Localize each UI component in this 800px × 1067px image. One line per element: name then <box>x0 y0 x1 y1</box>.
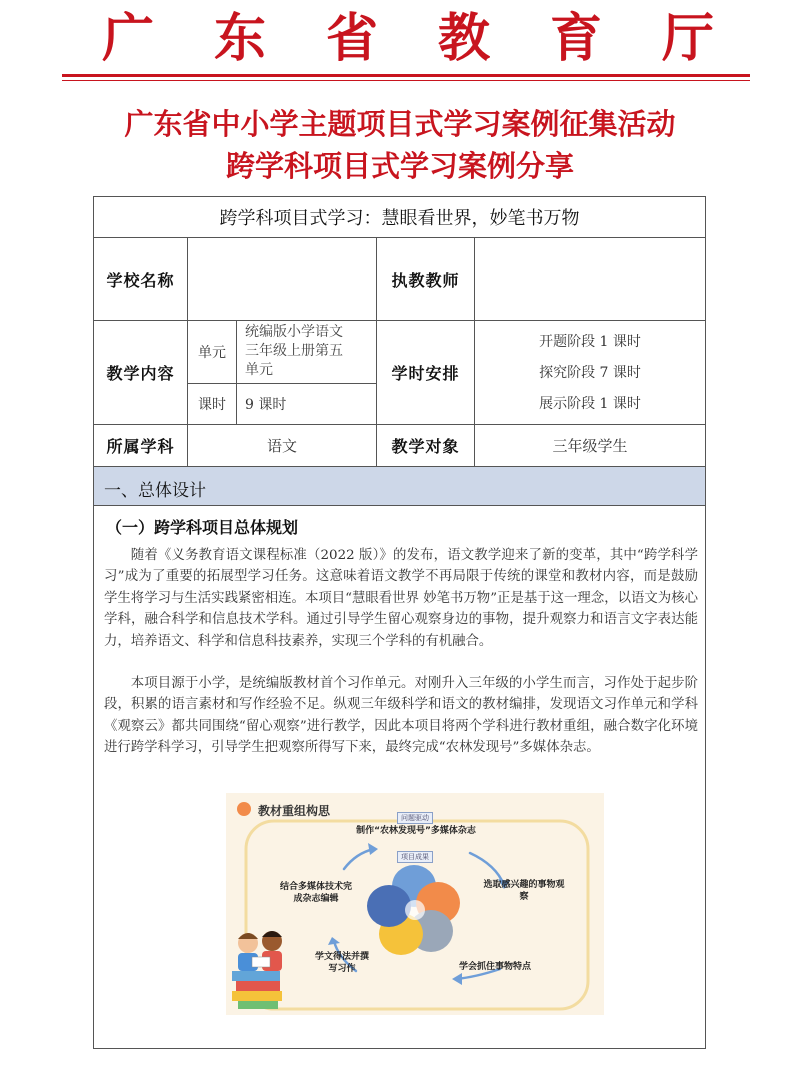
stage-bottom-left: 学文得法并撰写习作 <box>314 952 369 974</box>
masthead <box>0 8 800 70</box>
schedule-item: 开题阶段 1 课时 <box>539 334 641 350</box>
figure-title: 教材重组构思 <box>258 804 331 818</box>
stage-top: 制作“农林发现号”多媒体杂志 <box>356 826 476 836</box>
tag-project-result: 项目成果 <box>397 851 433 863</box>
unit-value-line: 三年级上册第五 <box>245 343 343 359</box>
body-paragraph: 本项目源于小学，是统编版教材首个习作单元。对刚升入三年级的小学生而言，习作处于起步阶段，积累的语言素材和写作经验不足。纵观三年级科学和语文的教材编排，发现语文习作单元和学科《观察云》都共同围绕“留心观察”进行教学，因此本项目将两个学科进行教材重组，融合数字化环境进行跨学科学习，引导学生把观察所得写下来，最终完成“农林发现号”多媒体杂志。 <box>104 676 698 756</box>
figure-bullet-icon <box>237 802 251 816</box>
section-subheading: （一）跨学科项目总体规划 <box>106 518 299 537</box>
school-value <box>188 238 376 320</box>
stage-bottom-right: 学会抓住事物特点 <box>458 962 531 972</box>
school-label: 学校名称 <box>106 270 175 290</box>
subject-label: 所属学科 <box>106 437 175 456</box>
tag-problem-driven: 问题驱动 <box>397 812 433 824</box>
stage-right: 选取感兴趣的事物观察 <box>483 880 565 902</box>
section-heading: 一、总体设计 <box>104 481 206 501</box>
masthead-char: 厅 <box>662 8 715 69</box>
teacher-value <box>475 238 705 320</box>
target-value: 三年级学生 <box>552 437 628 455</box>
unit-value-line: 单元 <box>245 362 273 378</box>
masthead-char: 省 <box>326 8 379 69</box>
children-reading-illustration <box>232 931 282 1009</box>
masthead-rule-thin <box>62 80 750 81</box>
target-label: 教学对象 <box>391 437 460 456</box>
schedule-label: 学时安排 <box>391 364 460 383</box>
schedule-item: 展示阶段 1 课时 <box>539 396 641 412</box>
masthead-char: 教 <box>438 8 491 69</box>
masthead-char: 广 <box>102 8 155 69</box>
document-title: 广东省中小学主题项目式学习案例征集活动 <box>124 107 676 141</box>
subject-value: 语文 <box>266 437 297 455</box>
stage-left: 结合多媒体技术完成杂志编辑 <box>279 882 352 904</box>
period-value: 9 课时 <box>245 397 287 413</box>
content-label: 教学内容 <box>106 364 175 383</box>
masthead-char: 东 <box>214 8 267 69</box>
masthead-char: 育 <box>550 8 603 69</box>
body-paragraph: 随着《义务教育语文课程标准（2022 版）》的发布，语文教学迎来了新的变革，其中“跨学科学习”成为了重要的拓展型学习任务。这意味着语文教学不再局限于传统的课堂和教材内容，而是鼓励学生将学习与生活实践紧密相连。本项目“慧眼看世界 妙笔书万物”正是基于这一理念，以语文为核心学科，融合科学和信息技术学科。通过引导学生留心观察身边的事物，提升观察力和语言文字表达能力，培养语文、科学和信息科技素养，实现三个学科的有机融合。 <box>104 548 698 649</box>
document-subtitle: 跨学科项目式学习案例分享 <box>225 149 574 183</box>
petal-navy <box>367 885 411 927</box>
schedule-item: 探究阶段 7 课时 <box>539 365 641 381</box>
teacher-label: 执教教师 <box>391 270 460 290</box>
restructure-figure <box>226 793 604 1015</box>
period-label: 课时 <box>198 397 226 413</box>
case-title: 跨学科项目式学习：慧眼看世界，妙笔书万物 <box>219 208 580 229</box>
masthead-rule-thick <box>62 74 750 77</box>
unit-value-line: 统编版小学语文 <box>245 324 343 340</box>
flower-diagram <box>367 865 460 955</box>
unit-label: 单元 <box>198 345 226 361</box>
flower-center <box>405 900 425 920</box>
